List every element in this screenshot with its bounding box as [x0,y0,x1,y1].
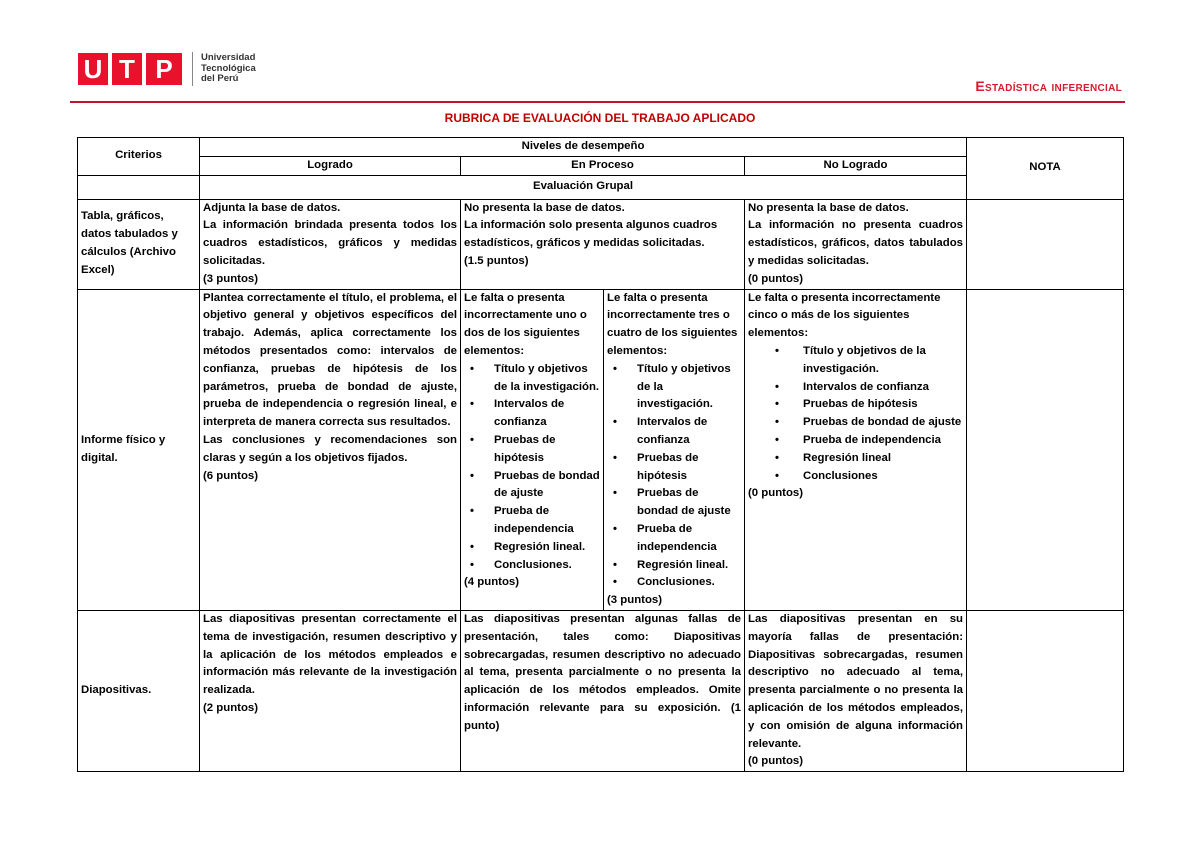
list-item: • Regresión lineal. [494,539,600,557]
logo-text-line: Tecnológica [201,62,256,74]
cell-text: Le falta o presenta incorrectamente uno o dos de los siguientes elementos: [464,291,587,357]
table-row [78,199,1124,289]
logo-letter-t: T [112,53,142,85]
cell-text: Las conclusiones y recomendaciones son claras y según a los objetivos fijados. [203,433,457,464]
element-list [748,343,963,485]
cell-text: Las diapositivas presentan correctamente el tema de investigación, resumen descriptivo y la aplicación de los métodos empleados e información más relevante de la investigación realizada. [203,612,457,697]
cell-text: Le falta o presenta incorrectamente tres o cuatro de los siguientes elementos: [607,291,738,357]
cell-text: Las diapositivas presentan algunas fallas de presentación, tales como: Diapositivas sobrecargadas, resumen descriptivo no adecuado al tema, presenta parcialmente o no presenta la aplicación de los métodos empleados. Omite información relevante para su exposición. (1 punto) [464,612,741,732]
list-item: • Conclusiones [803,468,963,486]
level-logrado: Logrado [200,156,461,175]
list-item: • Conclusiones. [494,557,600,575]
nota-cell [967,289,1124,610]
logo-letters [78,53,182,85]
header-rule [70,101,1125,103]
row1-no-logrado [745,199,967,289]
cell-line: La información no presenta cuadros estadísticos, gráficos, datos tabulados y medidas solicitadas. [748,219,964,267]
list-item: • Intervalos de confianza [803,379,963,397]
row1-en-proceso [461,199,745,289]
nota-cell [967,610,1124,771]
logo-divider [192,52,193,86]
utp-logo [78,52,256,86]
cell-points: (4 puntos) [464,576,520,589]
criterio-diapositivas: Diapositivas. [78,610,200,771]
empty-cell [78,175,200,199]
cell-points: (6 puntos) [203,469,259,482]
row2-no-logrado [745,289,967,610]
logo-text-line: del Perú [201,73,239,85]
cell-points: (0 puntos) [748,755,804,768]
list-item: • Pruebas de bondad de ajuste [803,414,963,432]
course-name: Estadística inferencial [975,78,1122,94]
document-title: RUBRICA DE EVALUACIÓN DEL TRABAJO APLICADO [444,111,756,125]
rubric-table [77,137,1124,772]
row3-en-proceso [461,610,745,771]
list-item: • Prueba de independencia [637,521,741,557]
row2-en-proceso-b [604,289,745,610]
cell-text: Las diapositivas presentan en su mayoría fallas de presentación: Diapositivas sobrecargadas, resumen descriptivo no adecuado al tema, presenta parcialmente o no presenta la aplicación de los métodos empleados, y con omisión de alguna información relevante. [748,612,964,750]
criterios-header: Criterios [78,138,200,176]
logo-text-line: Universidad [201,52,256,64]
criterio-informe: Informe físico y digital. [78,289,200,610]
cell-points: (3 puntos) [607,594,663,607]
cell-line: La información brindada presenta todos los cuadros estadísticos, gráficos y medidas solicitadas. [203,219,457,267]
niveles-header: Niveles de desempeño [200,138,967,157]
table-row [78,289,1124,610]
criterio-tabla: Tabla, gráficos, datos tabulados y cálculos (Archivo Excel) [78,199,200,289]
logo-letter-u: U [78,53,108,85]
row2-en-proceso-a [461,289,604,610]
table-row [78,610,1124,771]
cell-text: Le falta o presenta incorrectamente cinco o más de los siguientes elementos: [748,291,941,340]
cell-line: No presenta la base de datos. [464,201,625,214]
list-item: • Pruebas de bondad de ajuste [494,468,600,504]
list-item: • Prueba de independencia [494,503,600,539]
cell-points: (2 puntos) [203,701,259,714]
row2-logrado [200,289,461,610]
nota-cell [967,199,1124,289]
cell-points: (0 puntos) [748,272,804,285]
list-item: • Prueba de independencia [803,432,963,450]
list-item: • Conclusiones. [637,574,741,592]
list-item: • Intervalos de confianza [637,414,741,450]
row3-logrado [200,610,461,771]
list-item: • Intervalos de confianza [494,396,600,432]
table-header-row [78,138,1124,157]
list-item: • Título y objetivos de la investigación. [803,343,963,379]
logo-letter-p: P [146,53,182,85]
element-list [607,361,741,592]
list-item: • Pruebas de hipótesis [637,450,741,486]
cell-line: No presenta la base de datos. [748,201,909,214]
list-item: • Pruebas de hipótesis [494,432,600,468]
row1-logrado [200,199,461,289]
nota-header: NOTA [967,138,1124,200]
logo-text [201,53,256,85]
list-item: • Título y objetivos de la investigación. [494,361,600,397]
list-item: • Pruebas de bondad de ajuste [637,485,741,521]
level-en-proceso: En Proceso [461,156,745,175]
cell-text: Plantea correctamente el título, el problema, el objetivo general y objetivos específicos del trabajo. Además, aplica correctamente los métodos presentados como: intervalos de confianza, pruebas de hipótesis de los parámetros, prueba de bondad de ajuste, prueba de independencia o regresión lineal, e interpreta de manera correcta sus resultados. [203,291,457,429]
list-item: • Regresión lineal [803,450,963,468]
evaluacion-grupal: Evaluación Grupal [200,175,967,199]
list-item: • Título y objetivos de la investigación. [637,361,741,414]
cell-line: Adjunta la base de datos. [203,201,341,214]
cell-points: (3 puntos) [203,272,259,285]
cell-points: (1.5 puntos) [464,254,529,267]
cell-points: (0 puntos) [748,487,804,500]
row3-no-logrado [745,610,967,771]
cell-line: La información solo presenta algunos cuadros estadísticos, gráficos y medidas solicitadas. [464,219,718,250]
list-item: • Pruebas de hipótesis [803,396,963,414]
level-no-logrado: No Logrado [745,156,967,175]
list-item: • Regresión lineal. [637,557,741,575]
element-list [464,361,600,575]
